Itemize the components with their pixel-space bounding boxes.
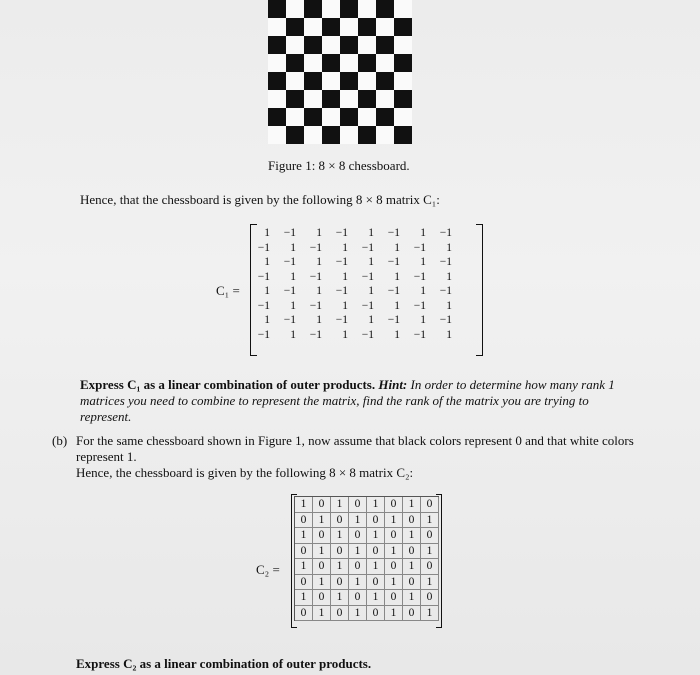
c2-cell: 0 (313, 497, 331, 513)
chessboard-square (340, 18, 358, 36)
express-c1 (80, 377, 640, 425)
chessboard-square (286, 72, 304, 90)
c2-cell: 0 (385, 497, 403, 513)
c1-cell: 1 (394, 241, 400, 254)
chessboard-square (304, 18, 322, 36)
c2-cell: 0 (403, 575, 421, 591)
c2-cell: 0 (349, 528, 367, 544)
chessboard-square (322, 72, 340, 90)
part-b-text: For the same chessboard shown in Figure 1, now assume that black colors represent 0 and that white colors represent 1. (76, 433, 634, 464)
chessboard-square (340, 54, 358, 72)
chessboard-square (268, 126, 286, 144)
chessboard-square (304, 90, 322, 108)
chessboard-square (268, 18, 286, 36)
c2-cell: 1 (295, 497, 313, 513)
chessboard-square (268, 0, 286, 18)
c1-cell: 1 (316, 227, 322, 239)
chessboard-square (268, 90, 286, 108)
c1-cell: −1 (413, 328, 426, 341)
chessboard-square (340, 126, 358, 144)
c2-cell: 0 (367, 513, 385, 529)
c1-cell: −1 (257, 270, 270, 283)
chessboard-square (268, 54, 286, 72)
c2-cell: 1 (421, 575, 439, 591)
c1-cell: 1 (368, 314, 374, 326)
chessboard-square (322, 108, 340, 126)
c1-cell: −1 (257, 328, 270, 341)
chessboard-square (340, 90, 358, 108)
chessboard-square (394, 0, 412, 18)
chessboard-square (376, 0, 394, 18)
chessboard-square (394, 108, 412, 126)
chessboard-square (394, 54, 412, 72)
chessboard-square (304, 126, 322, 144)
c1-cell: 1 (446, 299, 452, 312)
chessboard-square (358, 0, 376, 18)
c1-cell: −1 (439, 256, 452, 268)
c1-cell: −1 (439, 285, 452, 297)
c1-cell: 1 (394, 270, 400, 283)
c1-cell: −1 (413, 270, 426, 283)
chessboard-square (322, 54, 340, 72)
c1-cell: 1 (368, 285, 374, 297)
c1-cell: 1 (290, 241, 296, 254)
chessboard-square (268, 36, 286, 54)
c2-cell: 0 (313, 528, 331, 544)
c2-cell: 1 (295, 590, 313, 606)
chessboard-square (322, 18, 340, 36)
hint-text: In order to determine how many rank 1 matrices you need to combine to represent the matrix, find the rank of the matrix you are trying to represent. (80, 377, 615, 424)
c2-cell: 0 (295, 513, 313, 529)
c1-cell: 1 (446, 241, 452, 254)
c1-cell: −1 (361, 241, 374, 254)
c1-cell: 1 (368, 227, 374, 239)
chessboard-square (304, 0, 322, 18)
c1-cell: −1 (283, 227, 296, 239)
c2-cell: 0 (313, 590, 331, 606)
c1-cell: 1 (420, 256, 426, 268)
c2-cell: 1 (295, 528, 313, 544)
c2-cell: 1 (313, 606, 331, 622)
c2-cell: 0 (403, 606, 421, 622)
express-c1-bold: Express C₁ as a linear combination of outer products. (80, 377, 376, 392)
c1-cell: −1 (335, 227, 348, 239)
c1-cell: −1 (387, 314, 400, 326)
c1-cell: 1 (420, 285, 426, 297)
c2-cell: 1 (349, 606, 367, 622)
c2-cell: 1 (331, 497, 349, 513)
chessboard-square (394, 36, 412, 54)
c2-cell: 0 (385, 590, 403, 606)
c1-cell: 1 (368, 256, 374, 268)
c2-cell: 0 (367, 544, 385, 560)
chessboard-square (322, 126, 340, 144)
c1-matrix (250, 226, 458, 342)
c2-cell: 1 (385, 606, 403, 622)
hint-label: Hint: (378, 377, 408, 392)
c2-cell: 1 (313, 544, 331, 560)
c2-cell: 1 (313, 513, 331, 529)
c1-cell: −1 (387, 256, 400, 268)
c1-cell: −1 (283, 256, 296, 268)
c1-cell: −1 (283, 285, 296, 297)
c1-label: C₁ = (216, 283, 240, 298)
c2-cell: 1 (313, 575, 331, 591)
c1-cell: 1 (316, 285, 322, 297)
c2-cell: 1 (367, 559, 385, 575)
c2-cell: 0 (367, 606, 385, 622)
c2-cell: 0 (331, 575, 349, 591)
c2-label: C₂ = (256, 562, 280, 577)
chessboard-square (304, 54, 322, 72)
chessboard-square (394, 126, 412, 144)
figure-caption: Figure 1: 8 × 8 chessboard. (268, 158, 410, 173)
chessboard-square (268, 72, 286, 90)
c2-matrix (294, 496, 439, 621)
c1-cell: 1 (290, 299, 296, 312)
c2-cell: 0 (331, 513, 349, 529)
chessboard-square (340, 72, 358, 90)
c2-cell: 0 (403, 544, 421, 560)
c2-cell: 0 (331, 544, 349, 560)
c2-right-bracket (436, 494, 442, 628)
c2-cell: 1 (421, 544, 439, 560)
c2-cell: 1 (331, 528, 349, 544)
chessboard-figure (268, 0, 412, 144)
c1-cell: 1 (446, 270, 452, 283)
c2-cell: 0 (295, 606, 313, 622)
chessboard-square (286, 18, 304, 36)
c2-cell: 1 (295, 559, 313, 575)
chessboard-square (286, 36, 304, 54)
c2-cell: 1 (349, 575, 367, 591)
chessboard-square (358, 108, 376, 126)
chessboard-square (322, 90, 340, 108)
chessboard-square (358, 72, 376, 90)
c2-cell: 0 (331, 606, 349, 622)
c2-cell: 1 (367, 528, 385, 544)
c1-cell: −1 (283, 314, 296, 326)
c2-cell: 1 (367, 590, 385, 606)
c2-cell: 1 (421, 513, 439, 529)
c2-cell: 1 (421, 606, 439, 622)
chessboard-square (358, 90, 376, 108)
chessboard-square (358, 18, 376, 36)
c1-cell: 1 (394, 299, 400, 312)
c1-cell: 1 (316, 314, 322, 326)
c1-cell: −1 (257, 241, 270, 254)
chessboard-square (322, 36, 340, 54)
c1-cell: −1 (257, 299, 270, 312)
c2-cell: 1 (385, 575, 403, 591)
c1-cell: 1 (290, 270, 296, 283)
c2-cell: 0 (385, 559, 403, 575)
c1-cell: 1 (316, 256, 322, 268)
c2-cell: 1 (367, 497, 385, 513)
c1-cell: −1 (387, 227, 400, 239)
chessboard-square (286, 0, 304, 18)
c1-cell: 1 (264, 256, 270, 268)
c2-cell: 0 (295, 544, 313, 560)
c2-cell: 1 (349, 513, 367, 529)
chessboard-square (358, 36, 376, 54)
chessboard-square (376, 54, 394, 72)
c1-cell: −1 (439, 227, 452, 239)
c2-cell: 0 (403, 513, 421, 529)
c2-cell: 0 (349, 559, 367, 575)
c2-cell: 0 (349, 497, 367, 513)
c2-cell: 1 (403, 590, 421, 606)
chessboard-square (286, 108, 304, 126)
chessboard-square (358, 54, 376, 72)
c2-cell: 0 (421, 497, 439, 513)
chessboard-square (286, 126, 304, 144)
chessboard-square (322, 0, 340, 18)
intro-c1: Hence, that the chessboard is given by the following 8 × 8 matrix C₁: (80, 192, 440, 207)
chessboard-square (376, 36, 394, 54)
c2-cell: 0 (349, 590, 367, 606)
c2-cell: 1 (403, 559, 421, 575)
express-c2: Express C₂ as a linear combination of outer products. (76, 656, 372, 671)
c1-cell: 1 (264, 314, 270, 326)
c2-cell: 1 (331, 590, 349, 606)
c2-cell: 0 (421, 559, 439, 575)
c1-cell: 1 (394, 328, 400, 341)
chessboard-square (304, 36, 322, 54)
c1-cell: −1 (361, 328, 374, 341)
chessboard-square (268, 108, 286, 126)
chessboard-square (394, 72, 412, 90)
c2-cell: 1 (403, 528, 421, 544)
chessboard-square (304, 108, 322, 126)
c1-cell: −1 (361, 299, 374, 312)
c2-cell: 1 (331, 559, 349, 575)
c1-cell: 1 (342, 328, 348, 341)
part-b-marker: (b) (52, 433, 68, 448)
c2-cell: 0 (313, 559, 331, 575)
c1-cell: −1 (309, 241, 322, 254)
c1-cell: −1 (309, 328, 322, 341)
c1-cell: 1 (264, 227, 270, 239)
chessboard-square (340, 0, 358, 18)
c1-cell: 1 (342, 270, 348, 283)
c1-cell: −1 (335, 314, 348, 326)
c2-cell: 1 (403, 497, 421, 513)
c2-cell: 0 (421, 590, 439, 606)
chessboard-square (376, 108, 394, 126)
chessboard-square (394, 90, 412, 108)
c2-cell: 0 (385, 528, 403, 544)
intro-c2: Hence, the chessboard is given by the following 8 × 8 matrix C₂: (76, 465, 414, 480)
c1-cell: −1 (335, 285, 348, 297)
c1-cell: −1 (361, 270, 374, 283)
c1-cell: 1 (420, 227, 426, 239)
c2-cell: 1 (385, 544, 403, 560)
chessboard-square (376, 126, 394, 144)
chessboard-square (376, 90, 394, 108)
c1-cell: −1 (413, 241, 426, 254)
c2-cell: 0 (367, 575, 385, 591)
chessboard-square (340, 108, 358, 126)
c1-cell: 1 (290, 328, 296, 341)
c1-cell: −1 (309, 270, 322, 283)
chessboard-square (340, 36, 358, 54)
c1-cell: 1 (342, 299, 348, 312)
chessboard-square (358, 126, 376, 144)
c2-cell: 1 (349, 544, 367, 560)
chessboard-square (286, 90, 304, 108)
chessboard-square (286, 54, 304, 72)
chessboard-square (376, 72, 394, 90)
chessboard-square (304, 72, 322, 90)
c2-cell: 1 (385, 513, 403, 529)
c1-cell: −1 (309, 299, 322, 312)
c1-cell: 1 (264, 285, 270, 297)
c1-cell: −1 (335, 256, 348, 268)
chessboard-square (376, 18, 394, 36)
c2-cell: 0 (295, 575, 313, 591)
c1-cell: −1 (413, 299, 426, 312)
c1-cell: 1 (446, 328, 452, 341)
c2-cell: 0 (421, 528, 439, 544)
c1-right-bracket (476, 224, 483, 356)
c1-cell: −1 (387, 285, 400, 297)
c1-cell: −1 (439, 314, 452, 326)
chessboard-square (394, 18, 412, 36)
c1-cell: 1 (420, 314, 426, 326)
c1-cell: 1 (342, 241, 348, 254)
